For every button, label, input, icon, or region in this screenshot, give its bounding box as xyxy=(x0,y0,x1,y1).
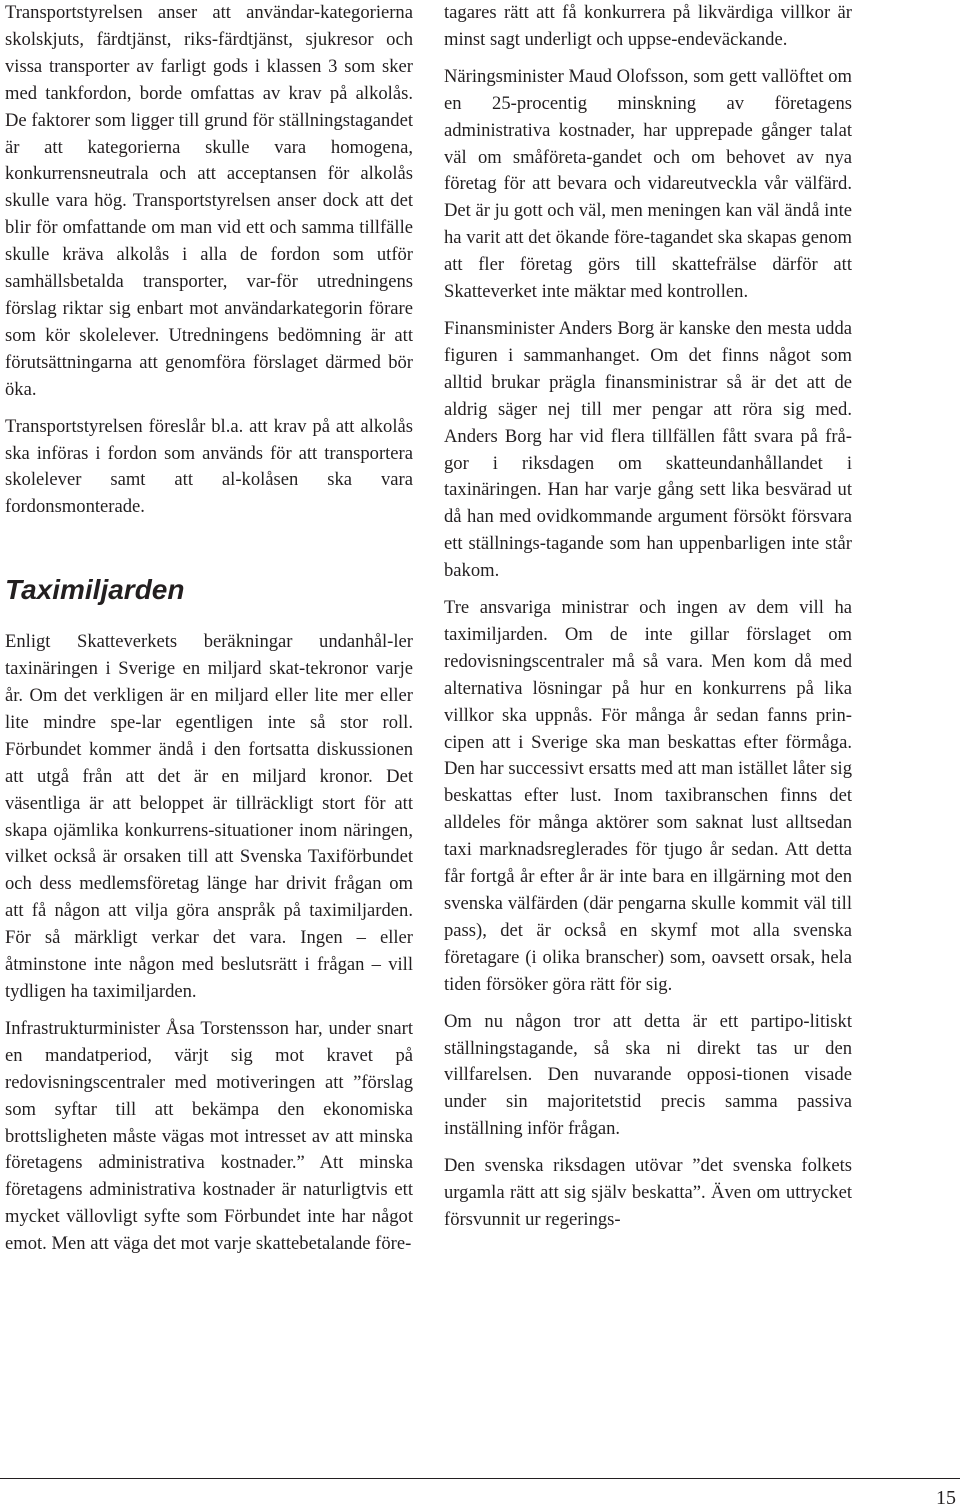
left-column xyxy=(5,0,413,1258)
paragraph: Infrastrukturminister Åsa Torstensson har, under snart en mandatperiod, värjt sig mot kravet på redovisningscentraler med motiveringen att ”förslag som syftar till att bekämpa den ekonomiska brottsligheten måste vägas mot intresset av att minska företagens administrativa kostnader.” Att minska företagens administrativa kostnader är naturligtvis ett mycket vällovligt syfte som Förbundet inte har något emot. Men att väga det mot varje skattebetalande före- xyxy=(5,1017,413,1255)
section-heading: Taximiljarden xyxy=(5,574,185,606)
paragraph: Transportstyrelsen föreslår bl.a. att krav på att alkolås ska införas i fordon som används för att transportera skolelever samt att al-kolåsen ska vara fordonsmonterade. xyxy=(5,415,413,518)
paragraph: Tre ansvariga ministrar och ingen av dem vill ha taximiljarden. Om de inte gillar förslaget om redovisningscentraler må så vara. Men kom då med alternativa lösningar på hur en konkurrens på lika villkor ska uppnås. För många år sedan fanns prin-cipen att i Sverige ska man beskattas efter förmåga. Den har successivt ersatts med att man istället låter sig beskattas efter lust. Inom taxibranschen finns det alldeles för många aktörer som saknat lust alltsedan taxi marknadsreglerades för tjugo år sedan. Att detta får fortgå år efter år är inte bara en illgärning mot den svenska välfärden (där pengarna skulle kommit väl till pass), det är också en skymf mot alla svenska företagare (i olika branscher) som, oavsett orsak, hela tiden försöker göra rätt för sig. xyxy=(444,597,852,995)
right-column xyxy=(444,0,852,1234)
footer-divider xyxy=(0,1478,960,1479)
paragraph: Näringsminister Maud Olofsson, som gett vallöftet om en 25-procentig minskning av företagens administrativa kostnader, har upprepade gånger talat väl om småföreta-gandet och om behovet av nya företag för att bevara och vidareutveckla vår välfärd. Det är ju gott och väl, men meningen kan väl ändå inte ha varit att det ökande före-tagandet ska skapas genom att fler företag görs till skattefrälse därför att Skatteverket inte mäktar med kontrollen. xyxy=(444,65,852,303)
paragraph: tagares rätt att få konkurrera på likvärdiga villkor är minst sagt underligt och uppse-endeväckande. xyxy=(444,2,852,50)
paragraph: Finansminister Anders Borg är kanske den mesta udda figuren i sammanhanget. Om det finns något som alltid brukar prägla finansministrar så är det att de aldrig säger nej till mer pengar att röra sig med. Anders Borg har vid flera tillfällen fått svara på frå-gor i riksdagen om skatteundanhållandet i taxinäringen. Han har varje gång sett lika besvärad ut då han med ovidkommande argument försökt försvara ett ställnings-tagande som han uppenbarligen inte står bakom. xyxy=(444,317,852,582)
paragraph: Enligt Skatteverkets beräkningar undanhål-ler taxinäringen i Sverige en miljard skat-tekronor varje år. Om det verkligen är en miljard eller lite mer eller lite mindre spe-lar egentligen inte så stor roll. Förbundet kommer ändå i den fortsatta diskussionen att utgå från att det är en miljard kronor. Det väsentliga är att beloppet är tillräckligt stort för att skapa ojämlika konkurrens-situationer inom näringen, vilket också är orsaken till att Svenska Taxiförbundet och dess medlemsföretag länge har drivit frågan om att få någon att vilja göra anspråk på taximiljarden. För så märkligt verkar det vara. Ingen – eller åtminstone inte någon med beslutsrätt i frågan – vill tydligen ha taximiljarden. xyxy=(5,631,413,1002)
page-number: 15 xyxy=(936,1487,956,1509)
paragraph: Om nu någon tror att detta är ett partipo-litiskt ställningstagande, så ska ni direkt tas ur den villfarelsen. Den nuvarande opposi-tionen visade under sin majoritetstid precis samma passiva inställning inför frågan. xyxy=(444,1010,852,1140)
paragraph: Transportstyrelsen anser att användar-kategorierna skolskjuts, färdtjänst, riks-färdtjänst, sjukresor och vissa transporter av farligt gods i klassen 3 som sker med tankfordon, borde omfattas av krav på alkolås. De faktorer som ligger till grund för ställningstagandet är att kategorierna skulle vara homogena, konkurrensneutrala och att acceptansen för alkolås skulle vara hög. Transportstyrelsen anser dock att det blir för omfattande om man vid ett och samma tillfälle skulle kräva alkolås i alla de fordon som utför samhällsbetalda transporter, var-för utredningens förslag riktar sig enbart mot användarkategorin förare som kör skolelever. Utredningens bedömning är att förutsättningarna att genomföra förslaget därmed bör öka. xyxy=(5,2,413,400)
paragraph: Den svenska riksdagen utövar ”det svenska folkets urgamla rätt att sig själv beskatta”. Även om uttrycket försvunnit ur regerings- xyxy=(444,1155,852,1230)
